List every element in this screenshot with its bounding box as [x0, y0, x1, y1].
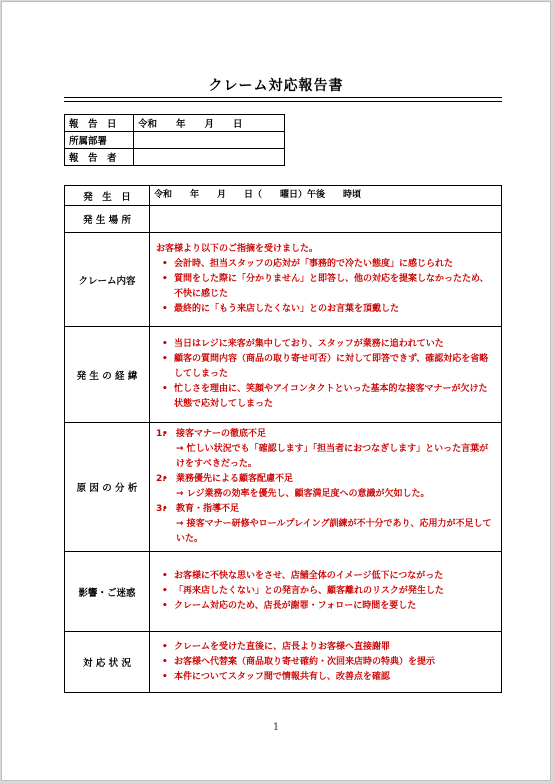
- list-item: • 本件についてスタッフ間で情報共有し、改善点を確認: [156, 670, 495, 685]
- claim-content: [150, 233, 502, 327]
- list-item: • 会計時、担当スタッフの応対が「事務的で冷たい態度」に感じられた: [156, 257, 495, 272]
- cause-detail: → レジ業務の効率を優先し、顧客満足度への意識が欠如した。: [176, 489, 430, 499]
- cause-label: 原 因 の 分 析: [65, 423, 150, 552]
- cause-item: [156, 472, 495, 487]
- impact-list: [156, 569, 495, 614]
- occurrence-date-row: [65, 186, 502, 206]
- list-item: • クレーム対応のため、店長が謝罪・フォローに時間を要した: [156, 599, 495, 614]
- occurrence-date-label: 発 生 日: [65, 186, 150, 206]
- impact-label: 影響・ご迷惑: [65, 552, 150, 632]
- cause-item: [156, 427, 495, 442]
- claim-row: [65, 233, 502, 327]
- progress-list: [156, 337, 495, 412]
- response-content: [150, 632, 502, 693]
- reporter-field[interactable]: [134, 149, 285, 166]
- response-list: [156, 640, 495, 685]
- cause-content: [150, 423, 502, 552]
- occurrence-date-field[interactable]: 令和 年 月 日（ 曜日）午後 時頃: [150, 186, 502, 206]
- response-row: [65, 632, 502, 693]
- report-info-table: [64, 114, 285, 166]
- occurrence-place-label: 発 生 場 所: [65, 206, 150, 233]
- title-rule-thick: [64, 97, 502, 98]
- department-label: 所属部署: [65, 132, 134, 149]
- report-date-field[interactable]: 令和 年 月 日: [134, 115, 285, 132]
- department-field[interactable]: [134, 132, 285, 149]
- list-item: • クレームを受けた直後に、店長よりお客様へ直接謝罪: [156, 640, 495, 655]
- document-title: クレーム対応報告書: [208, 78, 344, 94]
- report-date-label: 報 告 日: [65, 115, 134, 132]
- progress-row: [65, 327, 502, 423]
- cause-detail: → 接客マナー研修やロールプレイング訓練が不十分であり、応用力が不足していた。: [176, 519, 492, 544]
- cause-list: [156, 427, 495, 547]
- list-item: • 当日はレジに来客が集中しており、スタッフが業務に追われていた: [156, 337, 495, 352]
- cause-item: [156, 502, 495, 517]
- cause-number: • 1.: [156, 429, 166, 439]
- impact-row: [65, 552, 502, 632]
- reporter-row: [65, 149, 285, 166]
- cause-number: • 2.: [156, 474, 166, 484]
- list-item: • お客様へ代替案（商品取り寄せ確約・次回来店時の特典）を提示: [156, 655, 495, 670]
- document-page: [2, 2, 550, 780]
- list-item: • 「再来店したくない」との発言から、顧客離れのリスクが発生した: [156, 584, 495, 599]
- occurrence-place-field[interactable]: [150, 206, 502, 233]
- cause-number: • 3.: [156, 504, 166, 514]
- list-item: • 最終的に「もう来店したくない」とのお言葉を頂戴した: [156, 302, 495, 317]
- list-item: • 顧客の質問内容（商品の取り寄せ可否）に対して即答できず、確認対応を省略してしまった: [156, 352, 495, 382]
- list-item: • 忙しさを理由に、笑顔やアイコンタクトといった基本的な接客マナーが欠けた状態で応対してしまった: [156, 382, 495, 412]
- list-item: • お客様に不快な思いをさせ、店舗全体のイメージ低下につながった: [156, 569, 495, 584]
- cause-heading: 教育・指導不足: [176, 504, 240, 514]
- reporter-label: 報 告 者: [65, 149, 134, 166]
- claim-intro: お客様より以下のご指摘を受けました。: [156, 244, 319, 254]
- department-row: [65, 132, 285, 149]
- claim-list: [156, 257, 495, 317]
- title-rule-thin: [64, 101, 502, 102]
- impact-content: [150, 552, 502, 632]
- cause-heading: 接客マナーの徹底不足: [176, 429, 267, 439]
- report-date-row: [65, 115, 285, 132]
- response-label: 対 応 状 況: [65, 632, 150, 693]
- page-number: 1: [272, 722, 280, 733]
- incident-table: [64, 185, 502, 693]
- cause-detail: → 忙しい状況でも「確認します」「担当者におつなぎします」といった言葉がけをすべきだった。: [176, 444, 489, 469]
- cause-row: [65, 423, 502, 552]
- cause-heading: 業務優先による顧客配慮不足: [176, 474, 294, 484]
- claim-label: クレーム内容: [65, 233, 150, 327]
- occurrence-place-row: [65, 206, 502, 233]
- progress-content: [150, 327, 502, 423]
- progress-label: 発 生 の 経 緯: [65, 327, 150, 423]
- list-item: • 質問をした際に「分かりません」と即答し、他の対応を提案しなかったため、不快に感じた: [156, 272, 495, 302]
